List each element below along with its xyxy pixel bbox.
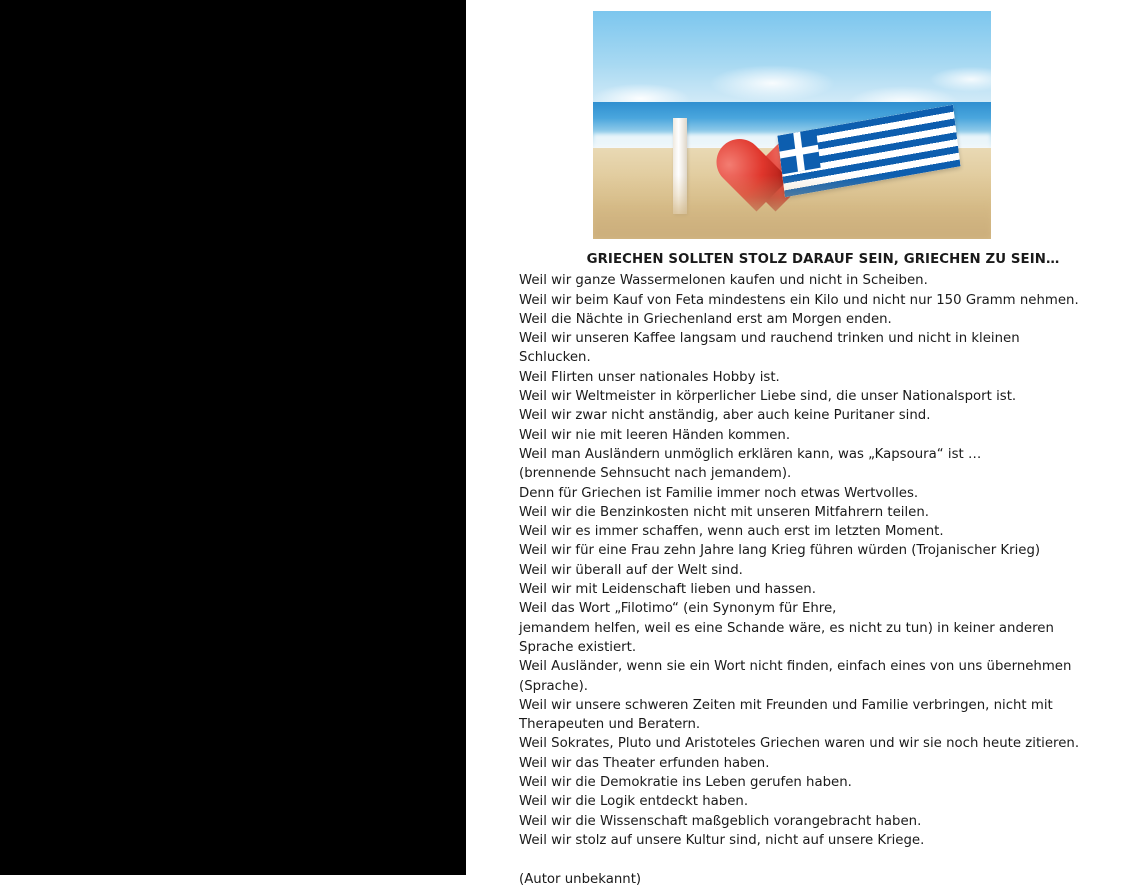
poem-line: Weil das Wort „Filotimo“ (ein Synonym für Ehre,	[519, 601, 837, 617]
poem-line: Weil die Nächte in Griechenland erst am Morgen enden.	[519, 311, 892, 327]
poem-line: Therapeuten und Beratern.	[519, 717, 701, 733]
spacer-line	[519, 850, 1127, 869]
poem-text-block	[519, 250, 1127, 889]
poem-line: Weil wir unseren Kaffee langsam und rauchend trinken und nicht in kleinen	[519, 331, 1020, 347]
poem-line: Weil Sokrates, Pluto und Aristoteles Griechen waren und wir sie noch heute zitieren.	[519, 736, 1080, 752]
poem-line: Weil wir für eine Frau zehn Jahre lang Krieg führen würden (Trojanischer Krieg)	[519, 543, 1041, 559]
poem-line: Weil wir die Logik entdeckt haben.	[519, 794, 749, 810]
page-title: GRIECHEN SOLLTEN STOLZ DARAUF SEIN, GRIECHEN ZU SEIN…	[586, 252, 1060, 267]
poem-line: (Autor unbekannt)	[519, 871, 642, 887]
poem-line: Weil wir das Theater erfunden haben.	[519, 755, 770, 771]
poem-line: Weil wir beim Kauf von Feta mindestens ein Kilo und nicht nur 150 Gramm nehmen.	[519, 292, 1079, 308]
poem-line: Weil wir unsere schweren Zeiten mit Freunden und Familie verbringen, nicht mit	[519, 697, 1053, 713]
poem-line: Weil wir zwar nicht anständig, aber auch keine Puritaner sind.	[519, 408, 931, 424]
poem-line: jemandem helfen, weil es eine Schande wäre, es nicht zu tun) in keiner anderen	[519, 620, 1054, 636]
poem-line: Weil wir die Benzinkosten nicht mit unseren Mitfahrern teilen.	[519, 504, 929, 520]
poem-line: Weil wir Weltmeister in körperlicher Liebe sind, die unser Nationalsport ist.	[519, 389, 1017, 405]
sand-bottom-blur	[593, 198, 991, 239]
poem-line: Weil man Ausländern unmöglich erklären kann, was „Kapsoura“ ist …	[519, 446, 982, 462]
poem-line: Weil wir ganze Wassermelonen kaufen und nicht in Scheiben.	[519, 273, 928, 289]
poem-line: Weil Ausländer, wenn sie ein Wort nicht finden, einfach eines von uns übernehmen	[519, 659, 1072, 675]
poem-line: Schlucken.	[519, 350, 591, 366]
black-left-panel	[0, 0, 466, 875]
poem-line: (Sprache).	[519, 678, 589, 694]
poem-line: Weil wir es immer schaffen, wenn auch erst im letzten Moment.	[519, 524, 944, 540]
poem-line: Weil wir mit Leidenschaft lieben und hassen.	[519, 582, 816, 598]
document-content-area	[466, 0, 1137, 887]
beach-heart-greek-flag-image	[593, 11, 991, 239]
poem-line: Weil wir die Demokratie ins Leben gerufen haben.	[519, 775, 852, 791]
poem-line: Sprache existiert.	[519, 639, 637, 655]
poem-line: Denn für Griechen ist Familie immer noch etwas Wertvolles.	[519, 485, 919, 501]
poem-line: Weil wir stolz auf unsere Kultur sind, nicht auf unsere Kriege.	[519, 832, 925, 848]
poem-line: Weil wir überall auf der Welt sind.	[519, 562, 743, 578]
poem-line: (brennende Sehnsucht nach jemandem).	[519, 466, 792, 482]
poem-line: Weil wir die Wissenschaft maßgeblich vorangebracht haben.	[519, 813, 922, 829]
poem-line: Weil Flirten unser nationales Hobby ist.	[519, 369, 780, 385]
poem-lines	[519, 271, 1127, 889]
poem-line: Weil wir nie mit leeren Händen kommen.	[519, 427, 791, 443]
